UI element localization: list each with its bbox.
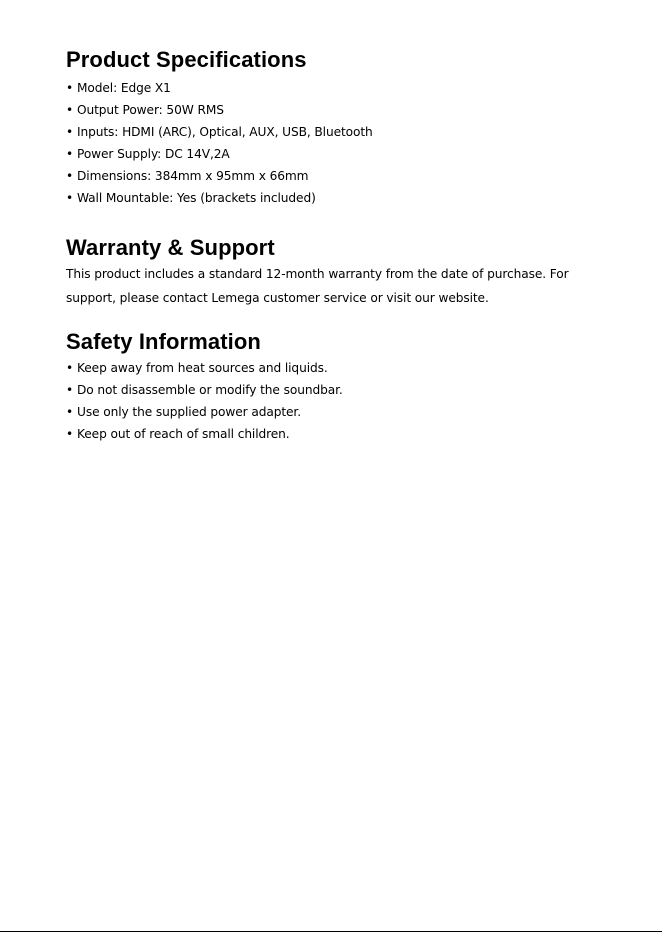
bullet-icon: • bbox=[66, 169, 74, 183]
safety-information-section bbox=[66, 329, 343, 445]
spec-item-inputs: • Inputs: HDMI (ARC), Optical, AUX, USB, Bluetooth bbox=[66, 121, 373, 143]
spec-item-output-power: • Output Power: 50W RMS bbox=[66, 99, 373, 121]
safety-item-children: • Keep out of reach of small children. bbox=[66, 423, 343, 445]
bullet-icon: • bbox=[66, 405, 74, 419]
bullet-icon: • bbox=[66, 103, 74, 117]
bullet-icon: • bbox=[66, 427, 74, 441]
safety-item-heat: • Keep away from heat sources and liquids. bbox=[66, 357, 343, 379]
warranty-paragraph: This product includes a standard 12-month warranty from the date of purchase. For support, please contact Lemega customer service or visit our website. bbox=[66, 267, 569, 305]
warranty-support-section bbox=[66, 235, 586, 310]
safety-information-heading: Safety Information bbox=[66, 329, 261, 354]
page-bottom-rule bbox=[0, 931, 662, 932]
bullet-icon: • bbox=[66, 147, 74, 161]
product-specifications-heading: Product Specifications bbox=[66, 47, 307, 72]
warranty-support-heading: Warranty & Support bbox=[66, 235, 275, 260]
spec-item-model: • Model: Edge X1 bbox=[66, 77, 373, 99]
safety-item-disassemble: • Do not disassemble or modify the soundbar. bbox=[66, 379, 343, 401]
bullet-icon: • bbox=[66, 361, 74, 375]
bullet-icon: • bbox=[66, 383, 74, 397]
spec-item-power-supply: • Power Supply: DC 14V,2A bbox=[66, 143, 373, 165]
bullet-icon: • bbox=[66, 125, 74, 139]
bullet-icon: • bbox=[66, 191, 74, 205]
safety-item-adapter: • Use only the supplied power adapter. bbox=[66, 401, 343, 423]
spec-item-dimensions: • Dimensions: 384mm x 95mm x 66mm bbox=[66, 165, 373, 187]
specifications-list bbox=[66, 77, 373, 209]
spec-item-wall-mountable: • Wall Mountable: Yes (brackets included) bbox=[66, 187, 373, 209]
bullet-icon: • bbox=[66, 81, 74, 95]
safety-list bbox=[66, 357, 343, 445]
product-specifications-section bbox=[66, 47, 373, 209]
